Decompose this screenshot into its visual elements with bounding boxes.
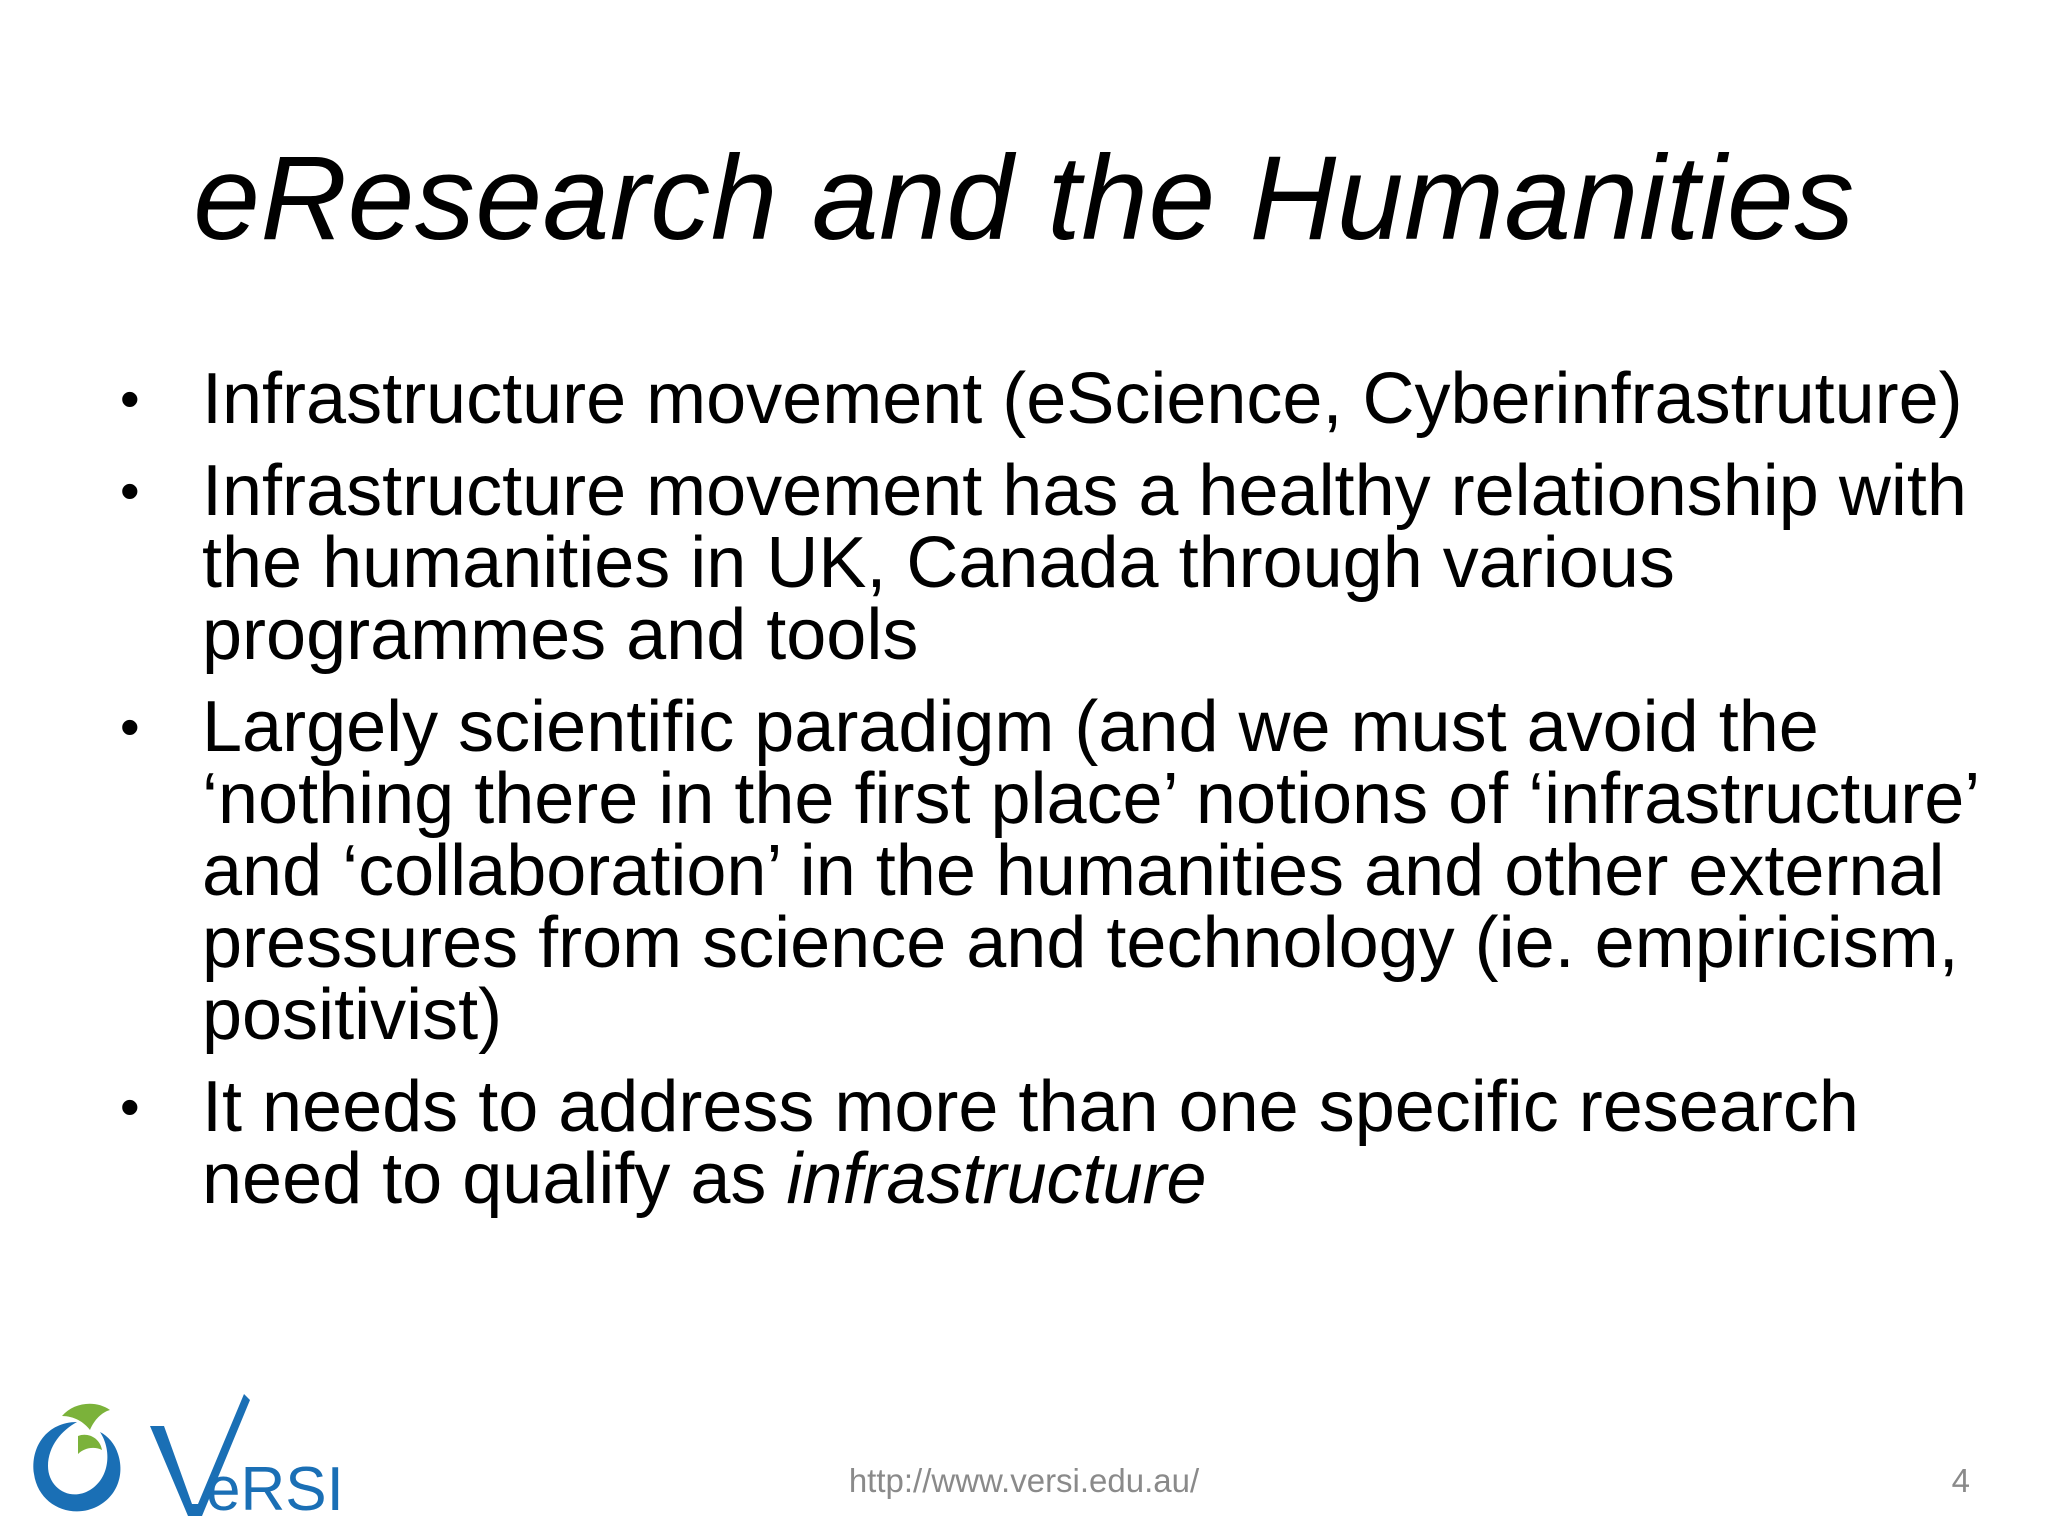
page-number: 4: [1951, 1462, 1970, 1499]
bullet-glyph: •: [120, 459, 140, 522]
versi-logo: [22, 1392, 372, 1522]
bullet-glyph: •: [120, 1075, 140, 1138]
bullet-text: Infrastructure movement (eScience, Cyberinfrastruture): [202, 359, 1963, 439]
bullet-text-plain: It needs to address more than one specific research need to qualify as: [202, 1067, 1859, 1219]
bullet-text: Infrastructure movement has a healthy relationship with the humanities in UK, Canada through various programmes and tools: [202, 451, 1967, 675]
bullet-text: [202, 1067, 1859, 1219]
bullet-item: [120, 451, 2000, 675]
bullet-item: [120, 359, 2000, 439]
versi-logo-text: eRSI: [206, 1455, 344, 1522]
bullet-item: [120, 1067, 2000, 1219]
bullet-item: [120, 687, 2000, 1055]
bullet-glyph: •: [120, 695, 140, 758]
bullet-glyph: •: [120, 367, 140, 430]
bullet-text: Largely scientific paradigm (and we must avoid the ‘nothing there in the first place’ notions of ‘infrastructure’ and ‘collaboration’ in the humanities and other external pressures from science and technology (ie. empiricism, positivist): [202, 687, 1978, 1055]
bullet-text-emphasis: infrastructure: [786, 1139, 1207, 1219]
slide-title: eResearch and the Humanities: [193, 131, 1855, 265]
footer-url[interactable]: http://www.versi.edu.au/: [848, 1462, 1200, 1499]
bullet-list: [120, 359, 2000, 1235]
